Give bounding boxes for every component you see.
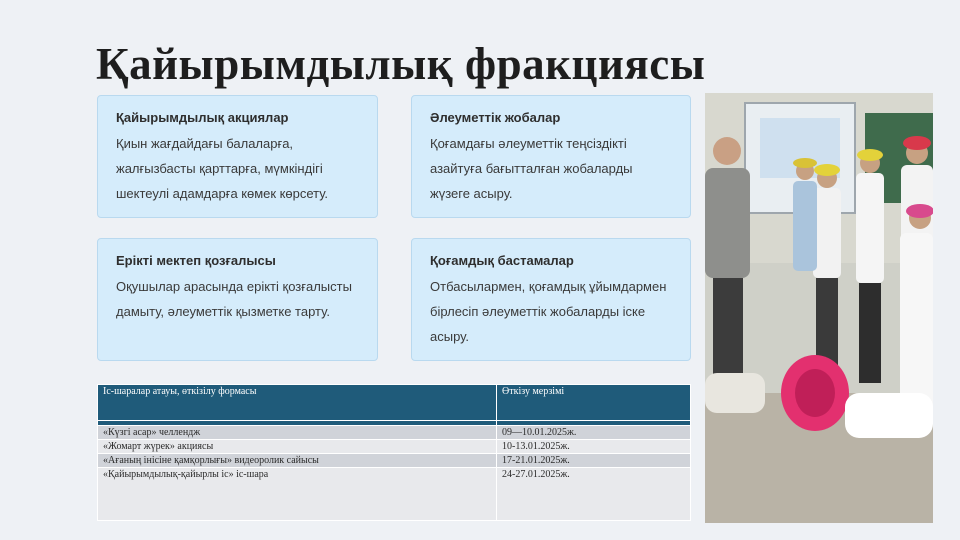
event-date: 09—10.01.2025ж.	[497, 426, 691, 440]
event-date: 17-21.01.2025ж.	[497, 454, 691, 468]
slide-title: Қайырымдылық фракциясы	[96, 39, 706, 89]
table-header-row	[98, 385, 691, 421]
classroom-photo	[705, 93, 933, 523]
event-name: «Күзгі асар» челлендж	[98, 426, 497, 440]
card-volunteer-movement	[97, 238, 378, 361]
event-name: «Қайырымдылық-қайырлы іс» іс-шара	[98, 468, 497, 521]
table-row	[98, 468, 691, 521]
card-public-initiatives	[411, 238, 691, 361]
card-social-projects	[411, 95, 691, 218]
header-event-date: Өткізу мерзімі	[497, 385, 691, 421]
event-name: «Ағаның інісіне қамқорлығы» видеоролик сайысы	[98, 454, 497, 468]
card-heading: Қайырымдылық акциялар	[116, 110, 289, 125]
card-body: Оқушылар арасында ерікті қозғалысты дамыту, әлеуметтік қызметке тарту.	[116, 279, 352, 319]
table-row	[98, 426, 691, 440]
card-body: Қиын жағдайдағы балаларға, жалғызбасты қарттарға, мүмкіндігі шектеулі адамдарға көмек көрсету.	[116, 136, 329, 201]
card-body: Отбасылармен, қоғамдық ұйымдармен бірлесіп әлеуметтік жобаларды іске асыру.	[430, 279, 667, 344]
events-schedule-table	[97, 384, 691, 521]
classroom-photo-illustration	[705, 93, 933, 523]
card-heading: Ерікті мектеп қозғалысы	[116, 253, 276, 268]
header-event-name: Іс-шаралар атауы, өткізілу формасы	[98, 385, 497, 421]
card-charity-actions	[97, 95, 378, 218]
card-heading: Қоғамдық бастамалар	[430, 253, 574, 268]
table-row	[98, 440, 691, 454]
table-row	[98, 454, 691, 468]
event-name: «Жомарт жүрек» акциясы	[98, 440, 497, 454]
event-date: 24-27.01.2025ж.	[497, 468, 691, 521]
card-body: Қоғамдағы әлеуметтік теңсіздікті азайтуға бағытталған жобаларды жүзеге асыру.	[430, 136, 633, 201]
event-date: 10-13.01.2025ж.	[497, 440, 691, 454]
card-heading: Әлеуметтік жобалар	[430, 110, 561, 125]
